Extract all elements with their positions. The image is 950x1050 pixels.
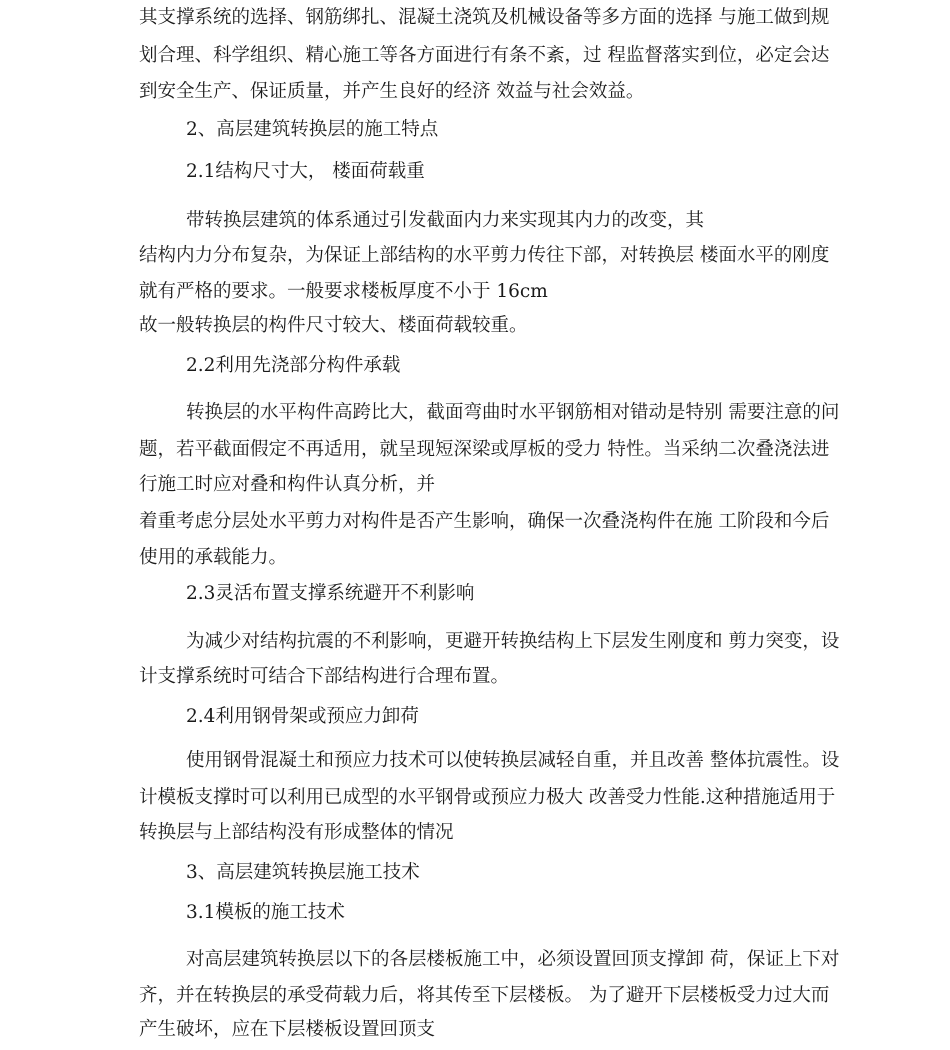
body-text-line: 行施工时应对叠和构件认真分析，并 bbox=[139, 474, 436, 495]
subsection-heading: 3.1模板的施工技术 bbox=[186, 902, 345, 923]
body-text-line: 为减少对结构抗震的不利影响，更避开转换结构上下层发生刚度和 剪力突变，设 bbox=[186, 631, 840, 652]
body-text-line: 其支撑系统的选择、钢筋绑扎、混凝土浇筑及机械设备等多方面的选择 与施工做到规 bbox=[139, 7, 830, 28]
body-text-line: 着重考虑分层处水平剪力对构件是否产生影响，确保一次叠浇构件在施 工阶段和今后 bbox=[139, 511, 830, 532]
body-text-line: 划合理、科学组织、精心施工等各方面进行有条不紊，过 程监督落实到位，必定会达 bbox=[139, 45, 830, 66]
body-text-line: 题，若平截面假定不再适用，就呈现短深梁或厚板的受力 特性。当采纳二次叠浇法进 bbox=[139, 439, 830, 460]
subsection-heading: 2.3灵活布置支撑系统避开不利影响 bbox=[186, 583, 475, 604]
body-text-line: 对高层建筑转换层以下的各层楼板施工中，必须设置回顶支撑卸 荷，保证上下对 bbox=[186, 949, 840, 970]
body-text-line: 使用的承载能力。 bbox=[139, 547, 288, 568]
body-text-line: 到安全生产、保证质量，并产生良好的经济 效益与社会效益。 bbox=[139, 81, 645, 102]
subsection-heading: 2.2利用先浇部分构件承载 bbox=[186, 355, 401, 376]
body-text-line: 带转换层建筑的体系通过引发截面内力来实现其内力的改变，其 bbox=[186, 210, 705, 231]
subsection-heading: 2.1结构尺寸大， 楼面荷载重 bbox=[186, 161, 425, 182]
body-text-line: 结构内力分布复杂，为保证上部结构的水平剪力传往下部，对转换层 楼面水平的刚度 bbox=[139, 245, 830, 266]
body-text-line: 故一般转换层的构件尺寸较大、楼面荷载较重。 bbox=[139, 315, 528, 336]
section-heading: 2、高层建筑转换层的施工特点 bbox=[186, 119, 439, 140]
body-text-line: 计模板支撑时可以利用已成型的水平钢骨或预应力极大 改善受力性能.这种措施适用于 bbox=[139, 787, 836, 808]
subsection-heading: 2.4利用钢骨架或预应力卸荷 bbox=[186, 706, 419, 727]
body-text-line: 转换层的水平构件高跨比大，截面弯曲时水平钢筋相对错动是特别 需要注意的问 bbox=[186, 402, 840, 423]
body-text-line: 就有严格的要求。一般要求楼板厚度不小于 16cm bbox=[139, 281, 548, 302]
section-heading: 3、高层建筑转换层施工技术 bbox=[186, 862, 420, 883]
body-text-line: 转换层与上部结构没有形成整体的情况 bbox=[139, 822, 454, 843]
body-text-line: 使用钢骨混凝土和预应力技术可以使转换层减轻自重，并且改善 整体抗震性。设 bbox=[186, 750, 840, 771]
body-text-line: 产生破坏，应在下层楼板设置回顶支 bbox=[139, 1019, 436, 1040]
body-text-line: 齐，并在转换层的承受荷载力后，将其传至下层楼板。 为了避开下层楼板受力过大而 bbox=[139, 985, 830, 1006]
body-text-line: 计支撑系统时可结合下部结构进行合理布置。 bbox=[139, 666, 510, 687]
